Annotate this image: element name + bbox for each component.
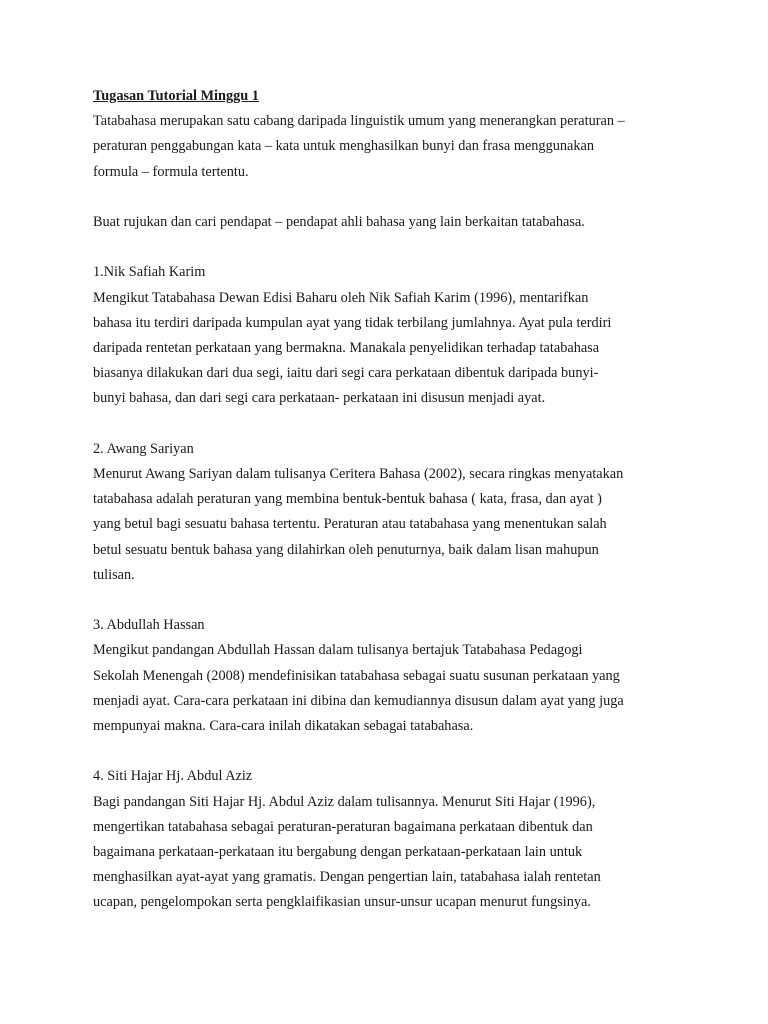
section-line: menjadi ayat. Cara-cara perkataan ini dibina dan kemudiannya disusun dalam ayat yang juga [93, 692, 624, 709]
section-line: Bagi pandangan Siti Hajar Hj. Abdul Aziz dalam tulisannya. Menurut Siti Hajar (1996), [93, 793, 596, 810]
intro-line: formula – formula tertentu. [93, 163, 249, 180]
section-line: Menurut Awang Sariyan dalam tulisanya Ceritera Bahasa (2002), secara ringkas menyatakan [93, 466, 624, 482]
section-line: yang betul bagi sesuatu bahasa tertentu. Peraturan atau tatabahasa yang menentukan salah [93, 516, 607, 533]
section-line: tatabahasa adalah peraturan yang membina bentuk-bentuk bahasa ( kata, frasa, dan ayat ) [93, 491, 602, 508]
paragraph-spacer [93, 412, 693, 437]
section-heading: 2. Awang Sariyan [93, 440, 194, 457]
section-awang-sariyan [93, 437, 693, 588]
section-line: Sekolah Menengah (2008) mendefinisikan tatabahasa sebagai suatu susunan perkataan yang [93, 667, 620, 684]
section-heading: 4. Siti Hajar Hj. Abdul Aziz [93, 768, 253, 785]
section-line: mempunyai makna. Cara-cara inilah dikatakan sebagai tatabahasa. [93, 718, 474, 735]
section-line: betul sesuatu bentuk bahasa yang dilahirkan oleh penuturnya, baik dalam lisan mahupun [93, 541, 599, 558]
section-line: Mengikut Tatabahasa Dewan Edisi Baharu oleh Nik Safiah Karim (1996), mentarifkan [93, 289, 589, 306]
section-nik-safiah-karim [93, 260, 693, 411]
section-line: daripada rentetan perkataan yang bermakna. Manakala penyelidikan terhadap tatabahasa [93, 340, 600, 356]
instruction-text: Buat rujukan dan cari pendapat – pendapat ahli bahasa yang lain berkaitan tatabahasa. [93, 214, 585, 230]
intro-line: Tatabahasa merupakan satu cabang daripada linguistik umum yang menerangkan peraturan – [93, 113, 625, 130]
section-heading: 3. Abdullah Hassan [93, 617, 205, 634]
document-page [93, 84, 693, 916]
intro-paragraph [93, 109, 693, 185]
document-title: Tugasan Tutorial Minggu 1 [93, 88, 259, 104]
section-line: Mengikut pandangan Abdullah Hassan dalam tulisanya bertajuk Tatabahasa Pedagogi [93, 642, 583, 659]
section-line: mengertikan tatabahasa sebagai peraturan-peraturan bagaimana perkataan dibentuk dan [93, 818, 593, 835]
section-line: bahasa itu terdiri daripada kumpulan ayat yang tidak terbilang jumlahnya. Ayat pula terdiri [93, 314, 612, 331]
intro-line: peraturan penggabungan kata – kata untuk menghasilkan bunyi dan frasa menggunakan [93, 138, 595, 155]
paragraph-spacer [93, 588, 693, 613]
paragraph-spacer [93, 185, 693, 210]
section-siti-hajar [93, 764, 693, 915]
section-line: bunyi bahasa, dan dari segi cara perkataan- perkataan ini disusun menjadi ayat. [93, 390, 546, 407]
section-line: tulisan. [93, 566, 135, 583]
section-line: bagaimana perkataan-perkataan itu bergabung dengan perkataan-perkataan lain untuk [93, 844, 583, 861]
section-line: menghasilkan ayat-ayat yang gramatis. Dengan pengertian lain, tatabahasa ialah rentetan [93, 869, 601, 886]
section-line: ucapan, pengelompokan serta pengklaifikasian unsur-unsur ucapan menurut fungsinya. [93, 894, 591, 911]
paragraph-spacer [93, 235, 693, 260]
section-line: biasanya dilakukan dari dua segi, iaitu dari segi cara perkataan dibentuk daripada bunyi- [93, 365, 599, 382]
section-abdullah-hassan [93, 613, 693, 739]
section-heading: 1.Nik Safiah Karim [93, 264, 206, 281]
paragraph-spacer [93, 739, 693, 764]
